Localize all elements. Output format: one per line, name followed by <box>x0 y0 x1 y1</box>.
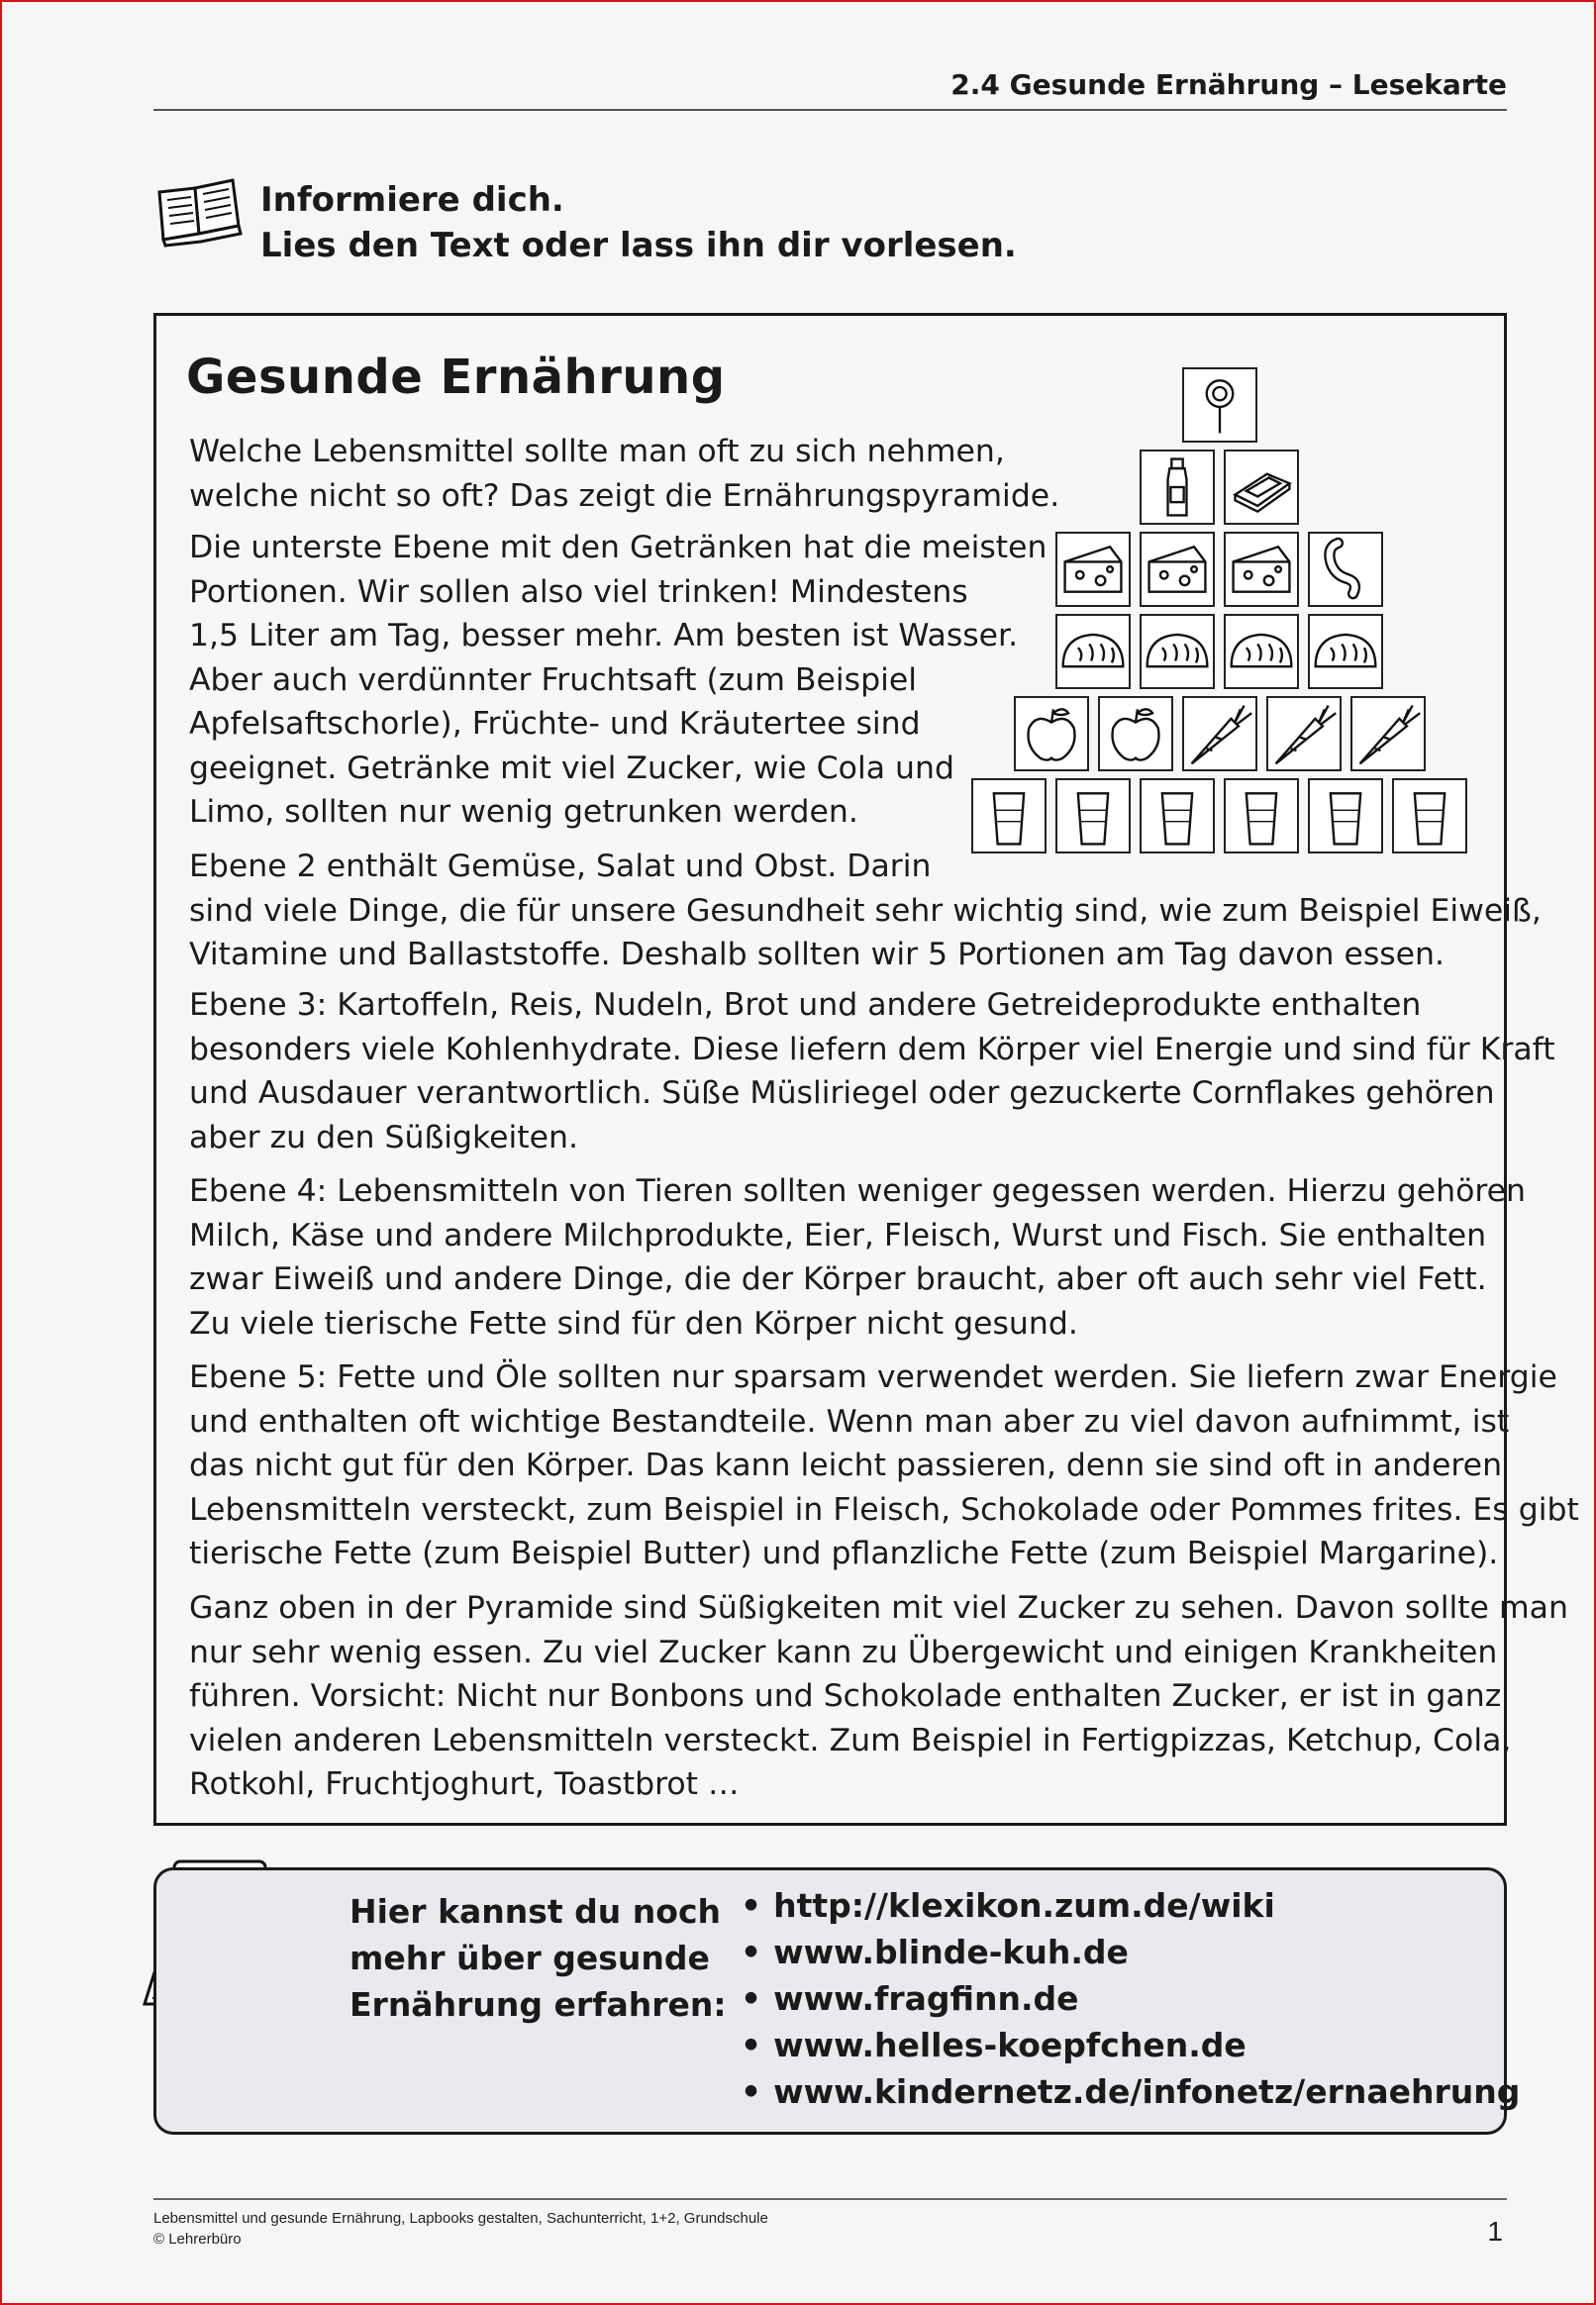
bread-icon <box>1057 616 1129 687</box>
footer-line-2: © Lehrerbüro <box>153 2231 242 2248</box>
pyramid-cell <box>1266 696 1342 771</box>
paragraph-line: Ganz oben in der Pyramide sind Süßigkeiten mit viel Zucker zu sehen. Davon sollte man <box>189 1590 1568 1626</box>
pyramid-cell <box>1350 696 1426 771</box>
paragraph-line: Die unterste Ebene mit den Getränken hat die meisten <box>189 530 1047 565</box>
pyramid-cell <box>1182 696 1257 771</box>
pyramid-cell <box>1224 532 1299 607</box>
pyramid-cell <box>1308 614 1383 689</box>
instruction-block <box>155 178 1146 277</box>
paragraph-line: tierische Fette (zum Beispiel Butter) und pflanzliche Fette (zum Beispiel Margarine). <box>189 1536 1499 1571</box>
paragraph-line: Vitamine und Ballaststoffe. Deshalb sollten wir 5 Portionen am Tag davon essen. <box>189 937 1445 972</box>
instruction-line-1: Informiere dich. <box>260 180 564 220</box>
food-pyramid <box>971 367 1486 714</box>
links-label-line: Ernährung erfahren: <box>349 1985 727 2024</box>
article-paragraph <box>189 1169 1526 1346</box>
page-header <box>153 59 1507 111</box>
article-paragraph <box>189 1586 1568 1807</box>
footer-credits <box>153 2208 768 2250</box>
link-helles-koepfchen[interactable]: • www.helles-koepfchen.de <box>741 2022 1520 2068</box>
paragraph-line: Portionen. Wir sollen also viel trinken! Mindestens <box>189 573 968 610</box>
pyramid-cell <box>1098 696 1173 771</box>
footer-line-1: Lebensmittel und gesunde Ernährung, Lapbooks gestalten, Sachunterricht, 1+2, Grundschule <box>153 2210 768 2227</box>
footer-divider <box>153 2198 1507 2200</box>
paragraph-line: Ebene 2 enthält Gemüse, Salat und Obst. Darin <box>189 849 932 884</box>
glass-icon <box>1394 780 1465 852</box>
paragraph-line: welche nicht so oft? Das zeigt die Ernährungspyramide. <box>189 477 1060 514</box>
article-paragraph <box>189 430 1059 518</box>
pyramid-cell <box>1140 450 1215 525</box>
paragraph-line: 1,5 Liter am Tag, besser mehr. Am besten ist Wasser. <box>189 618 1019 653</box>
article-box <box>153 313 1579 1826</box>
glass-icon <box>1310 780 1381 852</box>
pyramid-cell <box>1055 532 1131 607</box>
bread-icon <box>1226 616 1297 687</box>
paragraph-line: Ebene 5: Fette und Öle sollten nur sparsam verwendet werden. Sie liefern zwar Energie <box>189 1359 1557 1395</box>
paragraph-line: Aber auch verdünnter Fruchtsaft (zum Beispiel <box>189 661 917 698</box>
paragraph-line: Lebensmitteln versteckt, zum Beispiel in Fleisch, Schokolade oder Pommes frites. Es gibt <box>189 1491 1579 1528</box>
glass-icon <box>1057 780 1129 852</box>
bread-icon <box>1310 616 1381 687</box>
book-icon <box>155 178 243 248</box>
pyramid-cell <box>1182 367 1257 443</box>
article-paragraph <box>189 1355 1579 1576</box>
pyramid-cell <box>1140 532 1215 607</box>
paragraph-line: Zu viele tierische Fette sind für den Körper nicht gesund. <box>189 1305 1078 1342</box>
paragraph-line: und enthalten oft wichtige Bestandteile. Wenn man aber zu viel davon aufnimmt, ist <box>189 1403 1510 1440</box>
paragraph-line: Ebene 4: Lebensmitteln von Tieren sollten weniger gegessen werden. Hierzu gehören <box>189 1173 1527 1209</box>
links-box <box>153 1867 1521 2135</box>
paragraph-line: Rotkohl, Fruchtjoghurt, Toastbrot … <box>189 1766 740 1802</box>
sausage-icon <box>1310 534 1381 605</box>
pyramid-cell <box>1308 778 1383 853</box>
paragraph-line: und Ausdauer verantwortlich. Süße Müsliriegel oder gezuckerte Cornflakes gehören <box>189 1075 1495 1111</box>
pyramid-cell <box>1140 778 1215 853</box>
carrot-icon <box>1184 698 1255 769</box>
glass-icon <box>1226 780 1297 852</box>
article-title: Gesunde Ernährung <box>186 350 726 405</box>
pyramid-cell <box>1140 614 1215 689</box>
lollipop-icon <box>1184 369 1255 441</box>
article-paragraph <box>189 526 1047 835</box>
cheese-icon <box>1142 534 1213 605</box>
instruction-line-2: Lies den Text oder lass ihn dir vorlesen. <box>260 226 1017 265</box>
link-kindernetz[interactable]: • www.kindernetz.de/infonetz/ernaehrung <box>741 2068 1520 2115</box>
page-number: 1 <box>1487 2216 1503 2247</box>
pyramid-cell <box>1224 614 1299 689</box>
carrot-icon <box>1268 698 1340 769</box>
links-label <box>349 1888 727 2028</box>
paragraph-line: Ebene 3: Kartoffeln, Reis, Nudeln, Brot und andere Getreideprodukte enthalten <box>189 987 1422 1023</box>
paragraph-line: nur sehr wenig essen. Zu viel Zucker kann zu Übergewicht und einigen Krankheiten <box>189 1634 1498 1670</box>
paragraph-line: vielen anderen Lebensmitteln versteckt. Zum Beispiel in Fertigpizzas, Ketchup, Cola, <box>189 1722 1512 1758</box>
pyramid-cell <box>1055 614 1131 689</box>
pyramid-cell <box>1224 450 1299 525</box>
link-blinde-kuh[interactable]: • www.blinde-kuh.de <box>741 1929 1520 1975</box>
article-paragraph <box>189 983 1555 1159</box>
pyramid-cell <box>1392 778 1467 853</box>
paragraph-line: zwar Eiweiß und andere Dinge, die der Körper braucht, aber oft auch sehr viel Fett. <box>189 1261 1487 1297</box>
article-paragraph <box>189 845 1542 977</box>
links-label-line: mehr über gesunde <box>349 1939 710 1977</box>
glass-icon <box>1142 780 1213 852</box>
paragraph-line: Apfelsaftschorle), Früchte- und Kräutertee sind <box>189 706 921 742</box>
paragraph-line: Welche Lebensmittel sollte man oft zu sich nehmen, <box>189 434 1005 469</box>
links-list <box>741 1882 1520 2115</box>
carrot-icon <box>1352 698 1424 769</box>
oil-bottle-icon <box>1142 451 1213 523</box>
cheese-icon <box>1226 534 1297 605</box>
links-label-line: Hier kannst du noch <box>349 1892 722 1931</box>
butter-icon <box>1226 451 1297 523</box>
pyramid-cell <box>1308 532 1383 607</box>
pyramid-cell <box>1224 778 1299 853</box>
cheese-icon <box>1057 534 1129 605</box>
paragraph-line: besonders viele Kohlenhydrate. Diese liefern dem Körper viel Energie und sind für Kraft <box>189 1031 1555 1067</box>
paragraph-line: sind viele Dinge, die für unsere Gesundheit sehr wichtig sind, wie zum Beispiel Eiweiß, <box>189 892 1542 929</box>
link-klexikon[interactable]: • http://klexikon.zum.de/wiki <box>741 1882 1520 1929</box>
paragraph-line: führen. Vorsicht: Nicht nur Bonbons und Schokolade enthalten Zucker, er ist in ganz <box>189 1678 1502 1714</box>
paragraph-line: geeignet. Getränke mit viel Zucker, wie Cola und <box>189 750 954 786</box>
apple-icon <box>1100 698 1171 769</box>
paragraph-line: aber zu den Süßigkeiten. <box>189 1119 579 1155</box>
bread-icon <box>1142 616 1213 687</box>
paragraph-line: Milch, Käse und andere Milchprodukte, Eier, Fleisch, Wurst und Fisch. Sie enthalten <box>189 1217 1487 1253</box>
paragraph-line: das nicht gut für den Körper. Das kann leicht passieren, denn sie sind oft in anderen <box>189 1448 1503 1483</box>
paragraph-line: Limo, sollten nur wenig getrunken werden. <box>189 794 858 830</box>
link-fragfinn[interactable]: • www.fragfinn.de <box>741 1975 1520 2022</box>
pyramid-cell <box>1055 778 1131 853</box>
header-title: 2.4 Gesunde Ernährung – Lesekarte <box>950 67 1507 101</box>
